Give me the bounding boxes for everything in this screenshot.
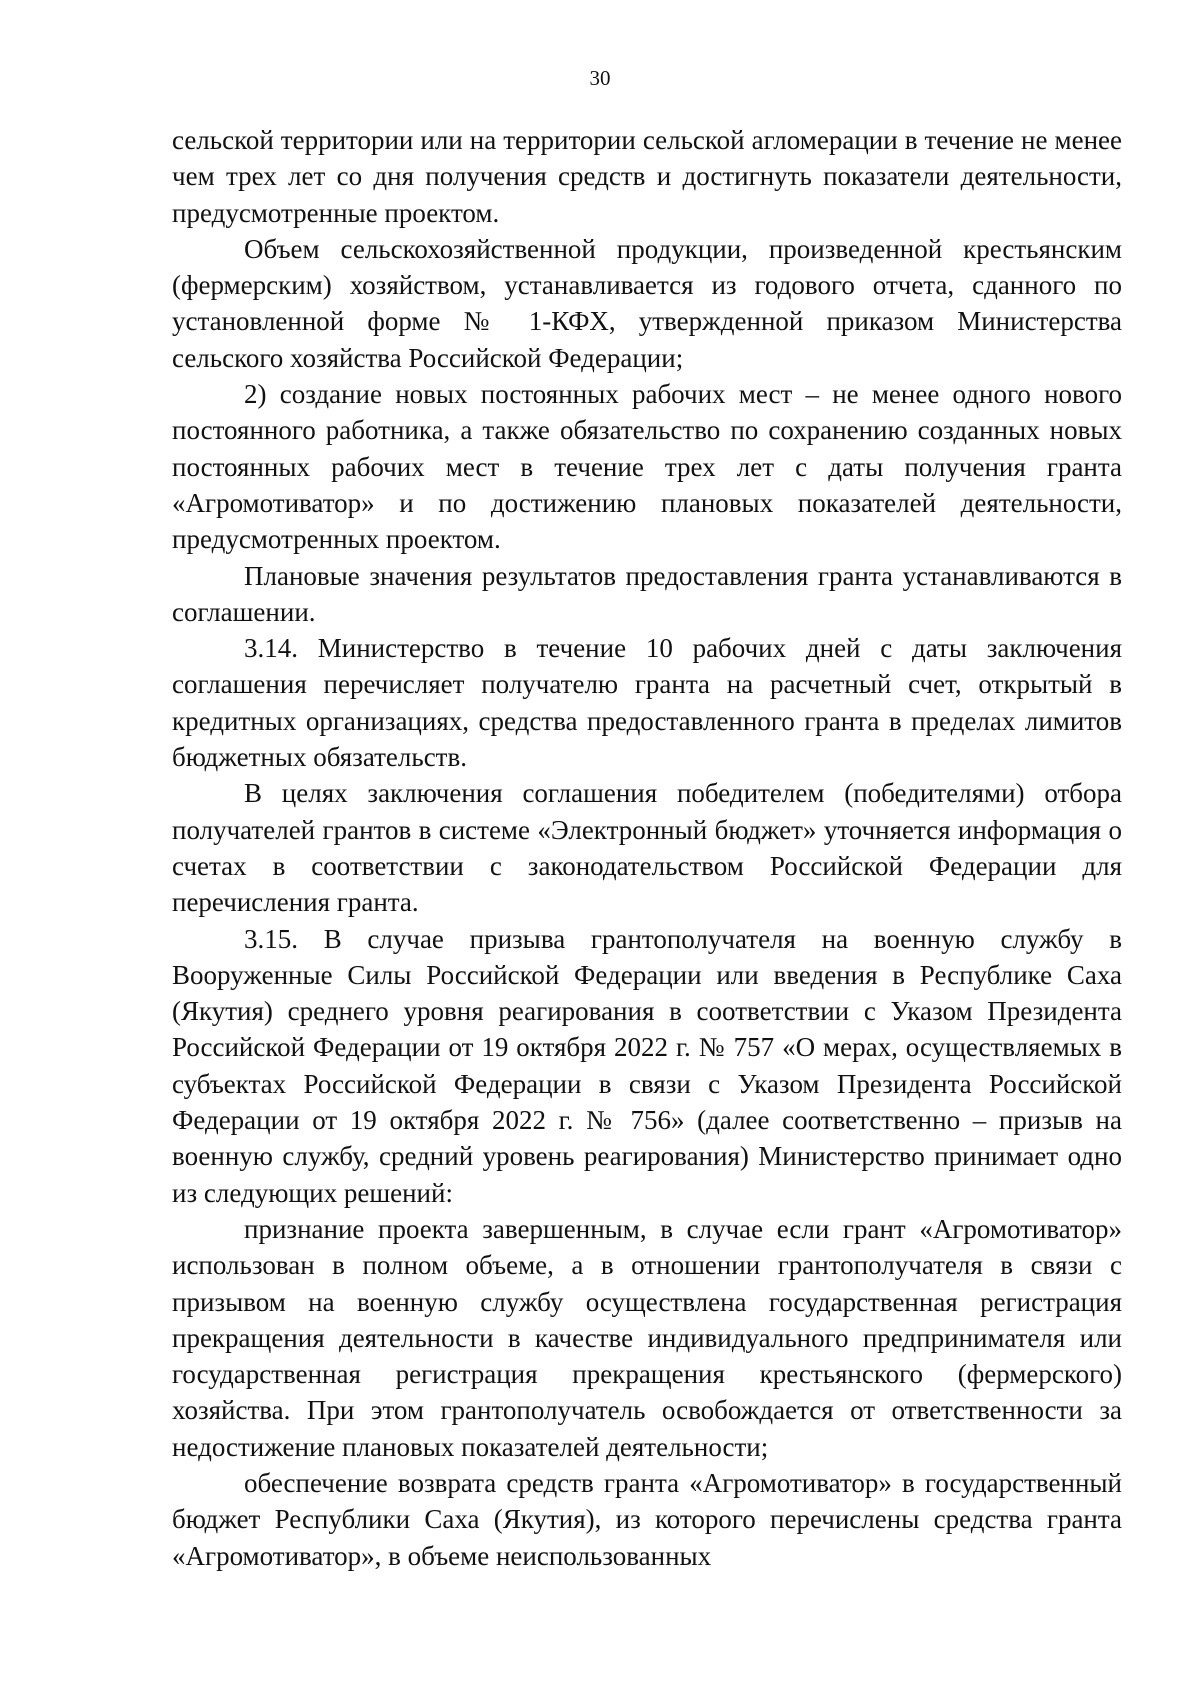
paragraph-funds-return: обеспечение возврата средств гранта «Агромотиватор» в государственный бюджет Республики Саха (Якутия), из которого перечислены средства гранта «Агромотиватор», в объеме неиспользованных: [172, 1467, 1122, 1571]
paragraph-production-volume: Объем сельскохозяйственной продукции, произведенной крестьянским (фермерским) хозяйством, устанавливается из годового отчета, сданного по установленной форме № 1-КФХ, утвержденной приказом Министерства сельского хозяйства Российской Федерации;: [172, 233, 1122, 373]
paragraph-accounts-info: В целях заключения соглашения победителем (победителями) отбора получателей грантов в системе «Электронный бюджет» уточняется информация о счетах в соответствии с законодательством Российской Федерации для перечисления гранта.: [172, 778, 1122, 918]
paragraph-clause-3-14: 3.14. Министерство в течение 10 рабочих дней с даты заключения соглашения перечисляет получателю гранта на расчетный счет, открытый в кредитных организациях, средства предоставленного гранта в пределах лимитов бюджетных обязательств.: [172, 633, 1122, 773]
paragraph-continuation: сельской территории или на территории сельской агломерации в течение не менее чем трех лет со дня получения средств и достигнуть показатели деятельности, предусмотренные проектом.: [172, 125, 1122, 228]
paragraph-project-completed: признание проекта завершенным, в случае если грант «Агромотиватор» использован в полном объеме, а в отношении грантополучателя в связи с призывом на военную службу осуществлена государственная регистрация прекращения деятельности в качестве индивидуального предпринимателя или государственная регистрация прекращения крестьянского (фермерского) хозяйства. При этом грантополучатель освобождается от ответственности за недостижение плановых показателей деятельности;: [172, 1213, 1122, 1462]
paragraph-new-jobs: 2) создание новых постоянных рабочих мест – не менее одного нового постоянного работника, а также обязательство по сохранению созданных новых постоянных рабочих мест в течение трех лет с даты получения гранта «Агромотиватор» и по достижению плановых показателей деятельности, предусмотренных проектом.: [172, 379, 1122, 555]
page-number: 30: [589, 66, 611, 90]
paragraph-planned-values: Плановые значения результатов предоставления гранта устанавливаются в соглашении.: [172, 560, 1122, 627]
paragraph-clause-3-15: 3.15. В случае призыва грантополучателя на военную службу в Вооруженные Силы Российской Федерации или введения в Республике Саха (Якутия) среднего уровня реагирования в соответствии с Указом Президента Российской Федерации от 19 октября 2022 г. № 757 «О мерах, осуществляемых в субъектах Российской Федерации в связи с Указом Президента Российской Федерации от 19 октября 2022 г. № 756» (далее соответственно – призыв на военную службу, средний уровень реагирования) Министерство принимает одно из следующих решений:: [172, 923, 1122, 1208]
document-body: [172, 122, 1122, 1574]
